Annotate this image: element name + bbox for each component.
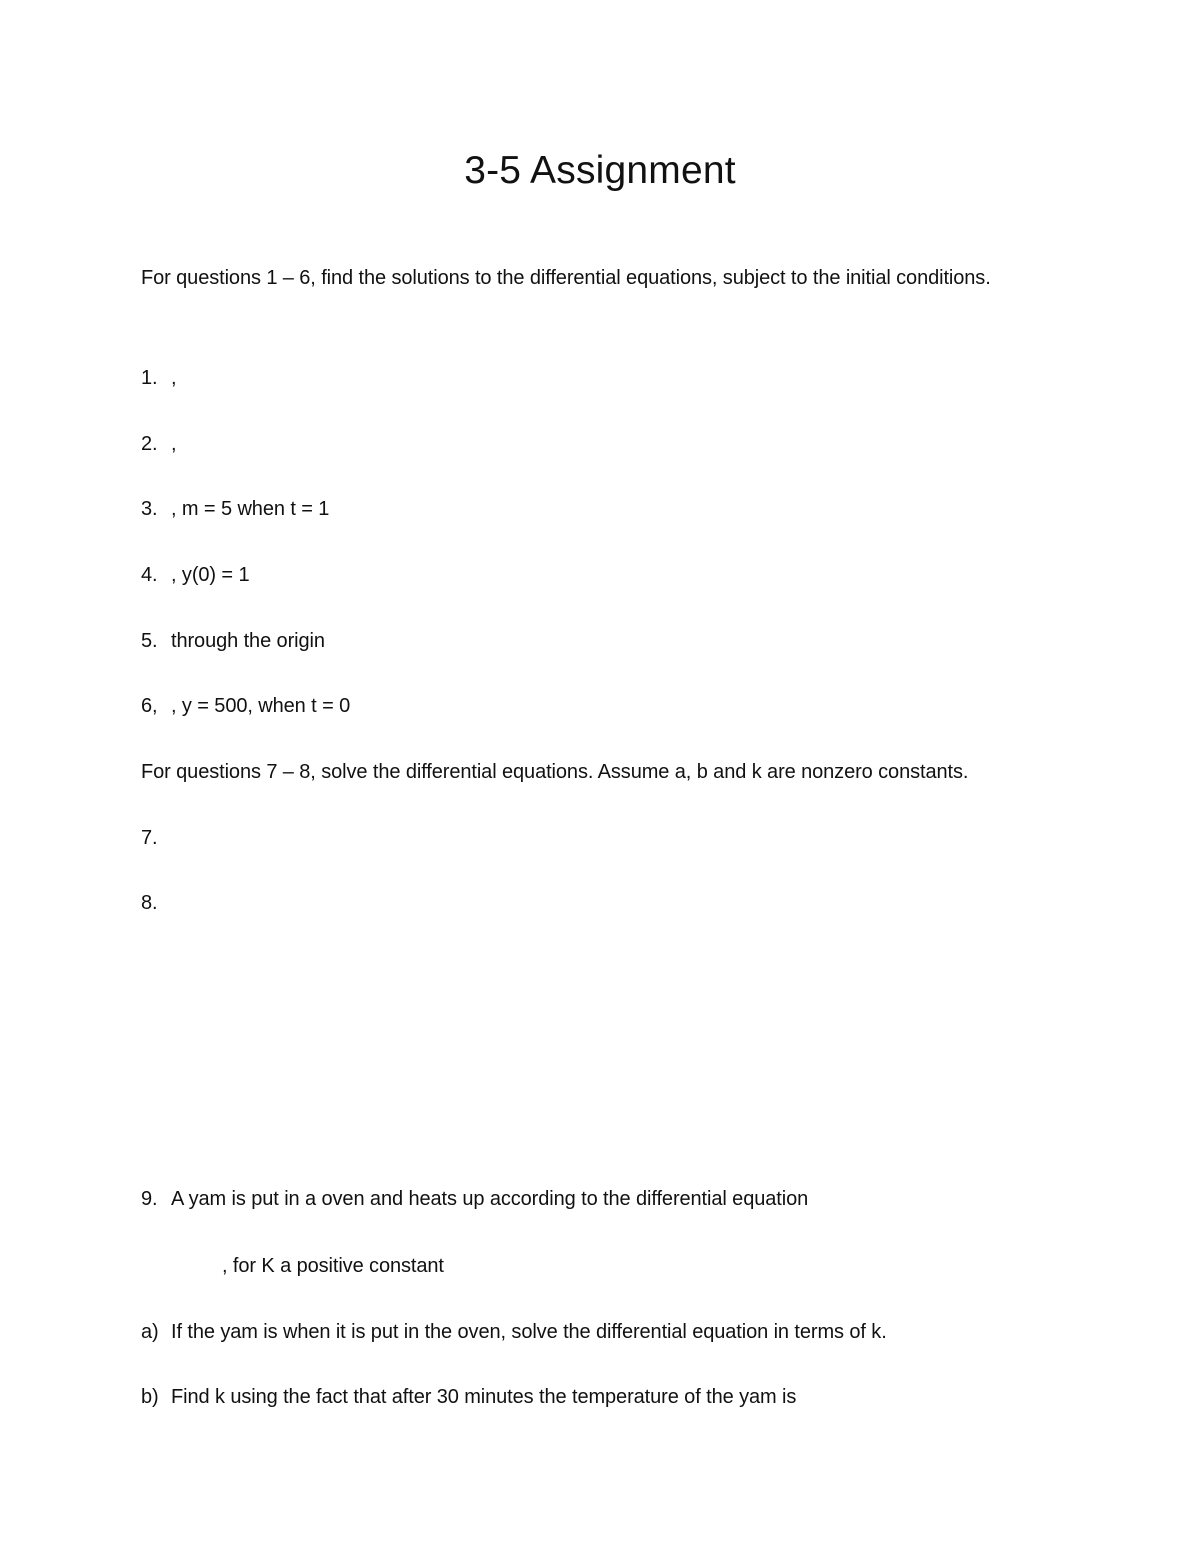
question-4 xyxy=(141,559,249,591)
question-number: 9. xyxy=(141,1188,158,1210)
part-label: a) xyxy=(141,1321,159,1343)
question-9-part-b xyxy=(141,1381,796,1413)
question-9-equation-note: , for K a positive constant xyxy=(222,1255,444,1277)
question-text: A yam is put in a oven and heats up according to the differential equation xyxy=(171,1188,809,1210)
question-number: 7. xyxy=(141,827,158,849)
question-text: , y(0) = 1 xyxy=(171,564,250,586)
question-number: 6, xyxy=(141,695,158,717)
part-label: b) xyxy=(141,1386,159,1408)
question-text: , xyxy=(171,433,177,455)
question-2 xyxy=(141,428,176,460)
question-6 xyxy=(141,690,350,722)
question-7 xyxy=(141,822,171,854)
question-9-part-a xyxy=(141,1316,887,1348)
question-number: 4. xyxy=(141,564,158,586)
question-text: , xyxy=(171,367,177,389)
question-9 xyxy=(141,1183,808,1215)
question-number: 1. xyxy=(141,367,158,389)
question-text: , y = 500, when t = 0 xyxy=(171,695,351,717)
instructions-7-8: For questions 7 – 8, solve the differential equations. Assume a, b and k are nonzero constants. xyxy=(141,761,969,783)
question-number: 3. xyxy=(141,498,158,520)
question-8 xyxy=(141,887,171,919)
question-5 xyxy=(141,625,325,657)
question-number: 8. xyxy=(141,892,158,914)
question-text: through the origin xyxy=(171,630,325,652)
question-text: , m = 5 when t = 1 xyxy=(171,498,330,520)
question-3 xyxy=(141,493,329,525)
page-title: 3-5 Assignment xyxy=(464,149,736,192)
question-number: 5. xyxy=(141,630,158,652)
part-text: Find k using the fact that after 30 minutes the temperature of the yam is xyxy=(171,1386,797,1408)
question-number: 2. xyxy=(141,433,158,455)
question-1 xyxy=(141,362,176,394)
part-text: If the yam is when it is put in the oven, solve the differential equation in terms of k. xyxy=(171,1321,887,1343)
instructions-1-6: For questions 1 – 6, find the solutions to the differential equations, subject to the initial conditions. xyxy=(141,267,991,289)
